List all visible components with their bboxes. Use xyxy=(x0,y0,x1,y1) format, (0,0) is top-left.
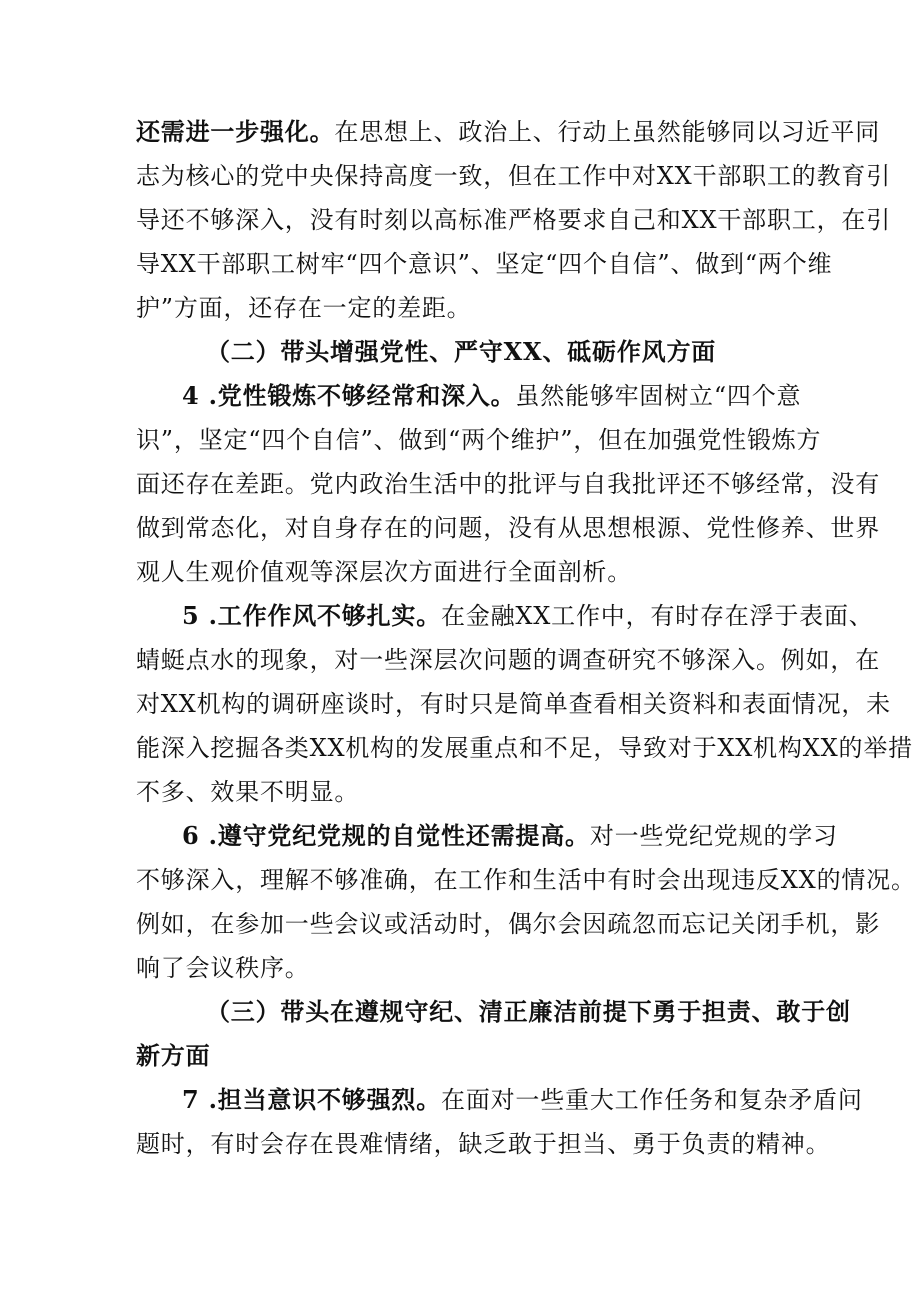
section-heading-3-continued xyxy=(136,1034,796,1078)
line-text: 志为核心的党中央保持高度一致，但在工作中对XX干部职工的教育引 xyxy=(136,162,891,190)
paragraph-line xyxy=(136,682,891,726)
line-text: 不够深入，理解不够准确，在工作和生活中有时会出现违反XX的情况。 xyxy=(136,866,916,894)
paragraph-line xyxy=(136,506,880,550)
paragraph-line xyxy=(136,242,833,286)
item-heading: 5 .工作作风不够扎实。 xyxy=(182,601,442,630)
line-text: 对一些党纪党规的学习 xyxy=(589,822,838,850)
line-text: 不多、效果不明显。 xyxy=(136,778,360,806)
line-text: 能深入挖掘各类XX机构的发展重点和不足，导致对于XX机构XX的举措 xyxy=(136,734,913,762)
paragraph-line xyxy=(136,902,880,946)
item-heading: 7 .担当意识不够强烈。 xyxy=(182,1085,442,1114)
paragraph-line xyxy=(136,154,891,198)
line-text: 蜻蜓点水的现象，对一些深层次问题的调查研究不够深入。例如，在 xyxy=(136,646,880,674)
item-heading-line xyxy=(182,594,874,638)
line-text: 观人生观价值观等深层次方面进行全面剖析。 xyxy=(136,558,632,586)
line-text: 响了会议秩序。 xyxy=(136,954,310,982)
paragraph-line xyxy=(136,858,916,902)
item-heading-line xyxy=(182,1078,863,1122)
line-text: 在金融XX工作中，有时存在浮于表面、 xyxy=(441,602,874,630)
line-text: 对XX机构的调研座谈时，有时只是简单查看相关资料和表面情况，未 xyxy=(136,690,891,718)
line-text: 虽然能够牢固树立“四个意 xyxy=(515,382,802,410)
section-heading-2 xyxy=(206,330,866,374)
paragraph-line xyxy=(136,946,796,990)
item-heading: 4 .党性锻炼不够经常和深入。 xyxy=(182,381,516,410)
item-heading-line xyxy=(182,374,842,418)
line-text: 题时，有时会存在畏难情绪，缺乏敢于担当、勇于负责的精神。 xyxy=(136,1130,831,1158)
paragraph-line xyxy=(136,286,796,330)
paragraph-line xyxy=(136,198,891,242)
paragraph-line xyxy=(136,770,796,814)
line-text: 导还不够深入，没有时刻以高标准严格要求自己和XX干部职工，在引 xyxy=(136,206,891,234)
line-text: 面还存在差距。党内政治生活中的批评与自我批评还不够经常，没有 xyxy=(136,470,880,498)
section-heading-text: （三）带头在遵规守纪、清正廉洁前提下勇于担责、敢于创 xyxy=(206,997,851,1026)
line-text: 识”，坚定“四个自信”、做到“两个维护”，但在加强党性锻炼方 xyxy=(136,426,822,454)
paragraph-line xyxy=(136,1122,831,1166)
line-text: 在思想上、政治上、行动上虽然能够同以习近平同 xyxy=(334,118,881,146)
item-heading-line xyxy=(182,814,842,858)
paragraph-line xyxy=(136,638,880,682)
paragraph-line xyxy=(136,110,881,154)
section-heading-text: 新方面 xyxy=(136,1041,211,1070)
section-heading-3 xyxy=(206,990,866,1034)
paragraph-line xyxy=(136,726,913,770)
line-lead: 还需进一步强化。 xyxy=(136,117,335,146)
paragraph-line xyxy=(136,550,796,594)
section-heading-text: （二）带头增强党性、严守XX、砥砺作风方面 xyxy=(206,337,717,366)
line-text: 导XX干部职工树牢“四个意识”、坚定“四个自信”、做到“两个维 xyxy=(136,250,833,278)
paragraph-line xyxy=(136,462,880,506)
item-heading: 6 .遵守党纪党规的自觉性还需提高。 xyxy=(182,821,590,850)
paragraph-line xyxy=(136,418,822,462)
line-text: 护”方面，还存在一定的差距。 xyxy=(136,294,472,322)
line-text: 在面对一些重大工作任务和复杂矛盾问 xyxy=(441,1086,863,1114)
line-text: 例如，在参加一些会议或活动时，偶尔会因疏忽而忘记关闭手机，影 xyxy=(136,910,880,938)
line-text: 做到常态化，对自身存在的问题，没有从思想根源、党性修养、世界 xyxy=(136,514,880,542)
